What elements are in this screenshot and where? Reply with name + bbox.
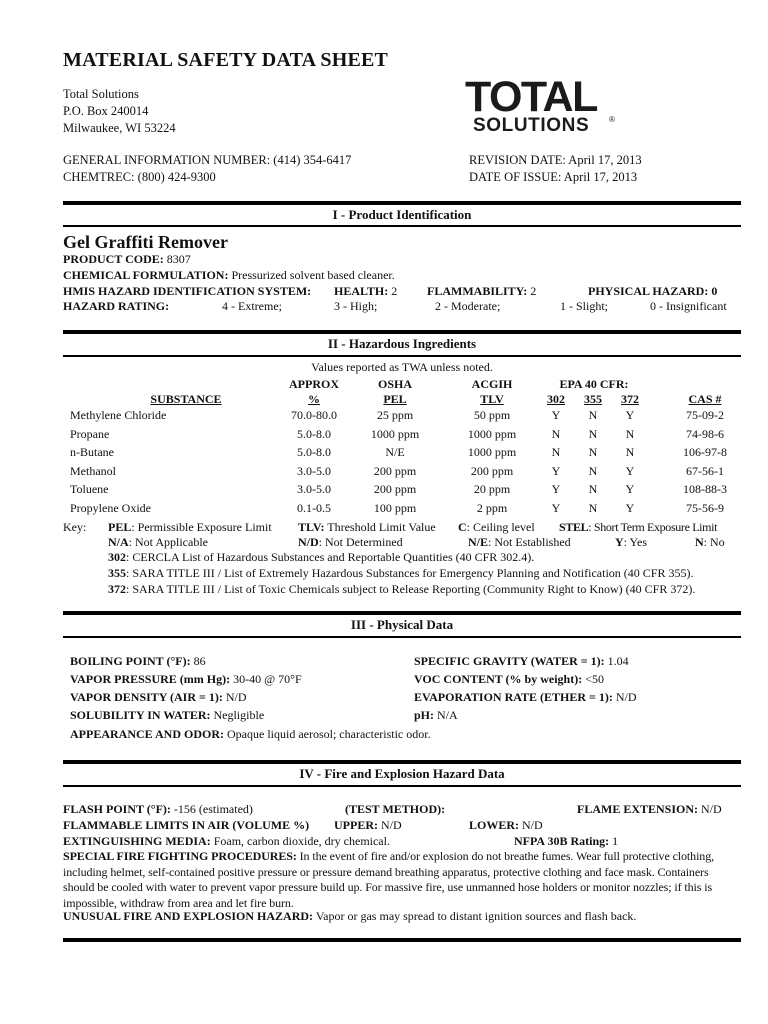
acgih-tlv-header: TLV	[480, 392, 504, 406]
lower-limit-value: N/D	[522, 818, 543, 832]
product-name: Gel Graffiti Remover	[63, 232, 228, 252]
epa-355-cell: N	[588, 427, 598, 441]
epa-355-cell: N	[588, 445, 598, 459]
ph-value: N/A	[437, 708, 458, 722]
vapor-density-value: N/D	[225, 690, 247, 704]
cas-cell: 75-09-2	[686, 408, 724, 422]
solubility	[70, 708, 264, 723]
table-row	[0, 445, 768, 461]
flash-point-label: FLASH POINT (°F):	[63, 802, 171, 816]
epa-302-cell: Y	[551, 464, 561, 478]
extinguishing-media	[63, 834, 390, 849]
epa-355-cell: N	[588, 464, 598, 478]
hmis-label: HMIS HAZARD IDENTIFICATION SYSTEM:	[63, 284, 312, 298]
key-355-desc: : SARA TITLE III / List of Extremely Hazardous Substances for Emergency Planning and Notification (40 CFR 355).	[126, 566, 694, 580]
key-stel-desc: : Short Term Exposure Limit	[588, 520, 718, 534]
specific-gravity-label: SPECIFIC GRAVITY (WATER = 1):	[414, 654, 605, 668]
unusual-fire-explosion-hazard	[63, 909, 636, 924]
epa-header: EPA 40 CFR:	[559, 377, 629, 391]
unusual-hazard-text: Vapor or gas may spread to distant ignition sources and flash back.	[315, 909, 637, 923]
vapor-density-label: VAPOR DENSITY (AIR = 1):	[70, 690, 223, 704]
key-372-abbr: 372	[108, 582, 126, 596]
flame-extension-label: FLAME EXTENSION:	[577, 802, 699, 816]
voc-content	[414, 672, 604, 687]
key-nd	[298, 535, 403, 550]
specific-gravity	[414, 654, 629, 669]
key-c-desc: : Ceiling level	[466, 520, 535, 534]
flammability-label: FLAMMABILITY:	[427, 284, 528, 298]
key-stel-abbr: STEL	[559, 520, 589, 534]
appearance-value: Opaque liquid aerosol; characteristic odor.	[227, 727, 431, 741]
cas-cell: 75-56-9	[686, 501, 724, 515]
unusual-hazard-label: UNUSUAL FIRE AND EXPLOSION HAZARD:	[63, 909, 314, 923]
key-302-abbr: 302	[108, 550, 126, 564]
flammable-limits-label: FLAMMABLE LIMITS IN AIR (VOLUME %)	[63, 818, 310, 832]
general-info-number: GENERAL INFORMATION NUMBER: (414) 354-6417	[63, 153, 352, 167]
key-tlv	[298, 520, 436, 535]
nfpa-rating	[514, 834, 618, 849]
health-label: HEALTH:	[334, 284, 389, 298]
key-nd-desc: : Not Determined	[318, 535, 403, 549]
flammability-value: 2	[530, 284, 537, 298]
epa-372-cell: Y	[625, 464, 635, 478]
epa-372-cell: Y	[625, 408, 635, 422]
specific-gravity-value: 1.04	[607, 654, 629, 668]
product-code-label: PRODUCT CODE:	[63, 252, 164, 266]
key-na-desc: : Not Applicable	[128, 535, 208, 549]
appearance-odor	[70, 727, 431, 742]
key-tlv-abbr: TLV:	[298, 520, 325, 534]
key-ne-desc: : Not Established	[488, 535, 571, 549]
tlv-cell: 200 ppm	[470, 464, 514, 478]
company-logo	[463, 73, 633, 138]
key-ne	[468, 535, 571, 550]
approx-cell: 70.0-80.0	[291, 408, 337, 422]
acgih-header: ACGIH	[471, 377, 513, 391]
nfpa-rating-value: 1	[612, 834, 619, 848]
flash-point-value: -156 (estimated)	[173, 802, 253, 816]
approx-cell: 3.0-5.0	[297, 482, 331, 496]
substance-cell: Methanol	[70, 464, 116, 478]
solubility-label: SOLUBILITY IN WATER:	[70, 708, 211, 722]
table-row	[0, 427, 768, 443]
health-rating	[334, 284, 397, 299]
special-procedures-text: In the event of fire and/or explosion do not breathe fumes. Wear full protective clothing, including helmet, self-contained positive pressure or pressure demand breathing apparatus, protective clothing and face mask. Containers should be cooled with water to prevent vapor pressure build up. For massive fire, use unmanned hose holders or monitor nozzles; if this is impossible, withdraw from area and let fire burn.	[63, 849, 715, 910]
epa-302-cell: Y	[551, 482, 561, 496]
physical-hazard-rating	[588, 284, 717, 299]
key-no	[695, 535, 725, 550]
logo-registered-mark: ®	[609, 115, 615, 124]
key-302-desc: : CERCLA List of Hazardous Substances and Reportable Quantities (40 CFR 302.4).	[126, 550, 535, 564]
pel-cell: 200 ppm	[373, 464, 417, 478]
key-nd-abbr: N/D	[298, 535, 319, 549]
hazard-rating-slight: 1 - Slight;	[560, 299, 609, 313]
evaporation-rate-value: N/D	[615, 690, 637, 704]
key-355-abbr: 355	[108, 566, 126, 580]
key-y-abbr: Y	[615, 535, 624, 549]
vapor-pressure	[70, 672, 302, 687]
key-n-abbr: N	[695, 535, 704, 549]
epa-355-cell: N	[588, 408, 598, 422]
tlv-cell: 20 ppm	[473, 482, 511, 496]
pel-cell: 1000 ppm	[370, 427, 420, 441]
substance-cell: n-Butane	[70, 445, 114, 459]
cas-header: CAS #	[688, 392, 722, 406]
tlv-cell: 50 ppm	[473, 408, 511, 422]
key-n-desc: : No	[703, 535, 725, 549]
appearance-label: APPEARANCE AND ODOR:	[70, 727, 224, 741]
voc-content-label: VOC CONTENT (% by weight):	[414, 672, 583, 686]
key-355	[108, 566, 693, 581]
epa-302-cell: N	[551, 427, 561, 441]
product-code-line	[63, 252, 191, 267]
epa-372-cell: N	[625, 445, 635, 459]
pel-cell: 100 ppm	[373, 501, 417, 515]
vapor-pressure-label: VAPOR PRESSURE (mm Hg):	[70, 672, 231, 686]
epa-372-cell: N	[625, 427, 635, 441]
upper-limit-value: N/D	[381, 818, 402, 832]
section-rule-bottom	[63, 636, 741, 638]
boiling-point-value: 86	[193, 654, 206, 668]
upper-limit	[334, 818, 402, 833]
evaporation-rate	[414, 690, 637, 705]
special-fire-fighting-procedures	[63, 849, 741, 911]
upper-limit-label: UPPER:	[334, 818, 378, 832]
epa-355-cell: N	[588, 501, 598, 515]
approx-cell: 3.0-5.0	[297, 464, 331, 478]
section-rule-top	[63, 760, 741, 764]
boiling-point	[70, 654, 206, 669]
flame-extension	[577, 802, 722, 817]
lower-limit	[469, 818, 543, 833]
extinguishing-media-label: EXTINGUISHING MEDIA:	[63, 834, 211, 848]
epa-302-cell: N	[551, 445, 561, 459]
substance-cell: Propane	[70, 427, 110, 441]
revision-date: REVISION DATE: April 17, 2013	[469, 153, 642, 167]
health-value: 2	[391, 284, 398, 298]
ph-value-line	[414, 708, 458, 723]
key-label: Key:	[63, 520, 87, 534]
key-tlv-desc: Threshold Limit Value	[324, 520, 436, 534]
hazard-rating-insignificant: 0 - Insignificant	[650, 299, 727, 313]
vapor-density	[70, 690, 247, 705]
formulation-label: CHEMICAL FORMULATION:	[63, 268, 229, 282]
epa-355-header: 355	[584, 392, 602, 406]
chemtrec-number: CHEMTREC: (800) 424-9300	[63, 170, 216, 184]
date-of-issue: DATE OF ISSUE: April 17, 2013	[469, 170, 638, 184]
pel-cell: 200 ppm	[373, 482, 417, 496]
physical-hazard-label: PHYSICAL HAZARD:	[588, 284, 709, 298]
flammability-rating	[427, 284, 536, 299]
section-heading-physical-data: III - Physical Data	[350, 617, 454, 632]
twa-note: Values reported as TWA unless noted.	[311, 360, 493, 374]
formulation-value: Pressurized solvent based cleaner.	[231, 268, 395, 282]
company-po-box: P.O. Box 240014	[63, 104, 149, 118]
section-heading-hazardous-ingredients: II - Hazardous Ingredients	[327, 336, 477, 351]
section-rule-top	[63, 611, 741, 615]
section-rule-top	[63, 938, 741, 942]
key-ne-abbr: N/E	[468, 535, 489, 549]
hazard-rating-moderate: 2 - Moderate;	[435, 299, 501, 313]
section-heading-fire-explosion: IV - Fire and Explosion Hazard Data	[299, 766, 505, 781]
cas-cell: 108-88-3	[683, 482, 727, 496]
pel-cell: N/E	[385, 445, 405, 459]
substance-header: SUBSTANCE	[150, 392, 222, 406]
section-rule-bottom	[63, 785, 741, 787]
tlv-cell: 2 ppm	[476, 501, 508, 515]
section-rule-top	[63, 201, 741, 205]
key-y-desc: : Yes	[623, 535, 648, 549]
approx-percent-header: %	[308, 392, 320, 406]
nfpa-rating-label: NFPA 30B Rating:	[514, 834, 610, 848]
key-302	[108, 550, 534, 565]
approx-cell: 5.0-8.0	[297, 427, 331, 441]
key-pel-abbr: PEL	[108, 520, 132, 534]
approx-cell: 5.0-8.0	[297, 445, 331, 459]
company-name: Total Solutions	[63, 87, 139, 101]
osha-pel-header: PEL	[383, 392, 407, 406]
section-rule-bottom	[63, 355, 741, 357]
table-row	[0, 482, 768, 498]
osha-header: OSHA	[377, 377, 412, 391]
tlv-cell: 1000 ppm	[467, 427, 517, 441]
solubility-value: Negligible	[213, 708, 265, 722]
section-heading-product-identification: I - Product Identification	[332, 207, 472, 222]
vapor-pressure-value: 30-40 @ 70°F	[233, 672, 302, 686]
table-row	[0, 501, 768, 517]
key-yes	[615, 535, 647, 550]
boiling-point-label: BOILING POINT (°F):	[70, 654, 191, 668]
cas-cell: 74-98-6	[686, 427, 724, 441]
hazard-rating-label: HAZARD RATING:	[63, 299, 170, 313]
extinguishing-media-value: Foam, carbon dioxide, dry chemical.	[213, 834, 390, 848]
epa-372-cell: Y	[625, 482, 635, 496]
pel-cell: 25 ppm	[376, 408, 414, 422]
test-method-label: (TEST METHOD):	[345, 802, 446, 816]
special-procedures-label: SPECIAL FIRE FIGHTING PROCEDURES:	[63, 849, 297, 863]
substance-cell: Propylene Oxide	[70, 501, 151, 515]
key-372-desc: : SARA TITLE III / List of Toxic Chemicals subject to Release Reporting (Community Right to Know) (40 CFR 372).	[126, 582, 696, 596]
hazard-rating-extreme: 4 - Extreme;	[222, 299, 282, 313]
logo-wordmark-solutions: SOLUTIONS	[473, 115, 590, 136]
epa-302-header: 302	[547, 392, 565, 406]
physical-hazard-value: 0	[711, 284, 718, 298]
epa-355-cell: N	[588, 482, 598, 496]
key-pel-desc: : Permissible Exposure Limit	[131, 520, 272, 534]
key-c-abbr: C	[458, 520, 467, 534]
approx-header: APPROX	[289, 377, 339, 391]
table-row	[0, 408, 768, 424]
cas-cell: 67-56-1	[686, 464, 724, 478]
company-city: Milwaukee, WI 53224	[63, 121, 176, 135]
chemical-formulation-line	[63, 268, 395, 283]
flame-extension-value: N/D	[701, 802, 722, 816]
key-na	[108, 535, 208, 550]
key-372	[108, 582, 695, 597]
flash-point	[63, 802, 253, 817]
evaporation-rate-label: EVAPORATION RATE (ETHER = 1):	[414, 690, 613, 704]
epa-372-cell: Y	[625, 501, 635, 515]
key-ceiling	[458, 520, 535, 535]
table-row	[0, 464, 768, 480]
epa-372-header: 372	[621, 392, 639, 406]
substance-cell: Methylene Chloride	[70, 408, 167, 422]
ph-label: pH:	[414, 708, 435, 722]
hazard-rating-high: 3 - High;	[334, 299, 378, 313]
tlv-cell: 1000 ppm	[467, 445, 517, 459]
section-rule-top	[63, 330, 741, 334]
document-title: MATERIAL SAFETY DATA SHEET	[63, 49, 389, 71]
key-na-abbr: N/A	[108, 535, 129, 549]
lower-limit-label: LOWER:	[469, 818, 520, 832]
cas-cell: 106-97-8	[683, 445, 727, 459]
epa-302-cell: Y	[551, 408, 561, 422]
section-rule-bottom	[63, 225, 741, 227]
approx-cell: 0.1-0.5	[297, 501, 331, 515]
epa-302-cell: Y	[551, 501, 561, 515]
voc-content-value: <50	[585, 672, 604, 686]
logo-wordmark-total: TOTAL	[465, 73, 597, 121]
key-pel	[108, 520, 272, 535]
key-stel	[559, 520, 717, 535]
product-code-value: 8307	[166, 252, 191, 266]
substance-cell: Toluene	[70, 482, 109, 496]
